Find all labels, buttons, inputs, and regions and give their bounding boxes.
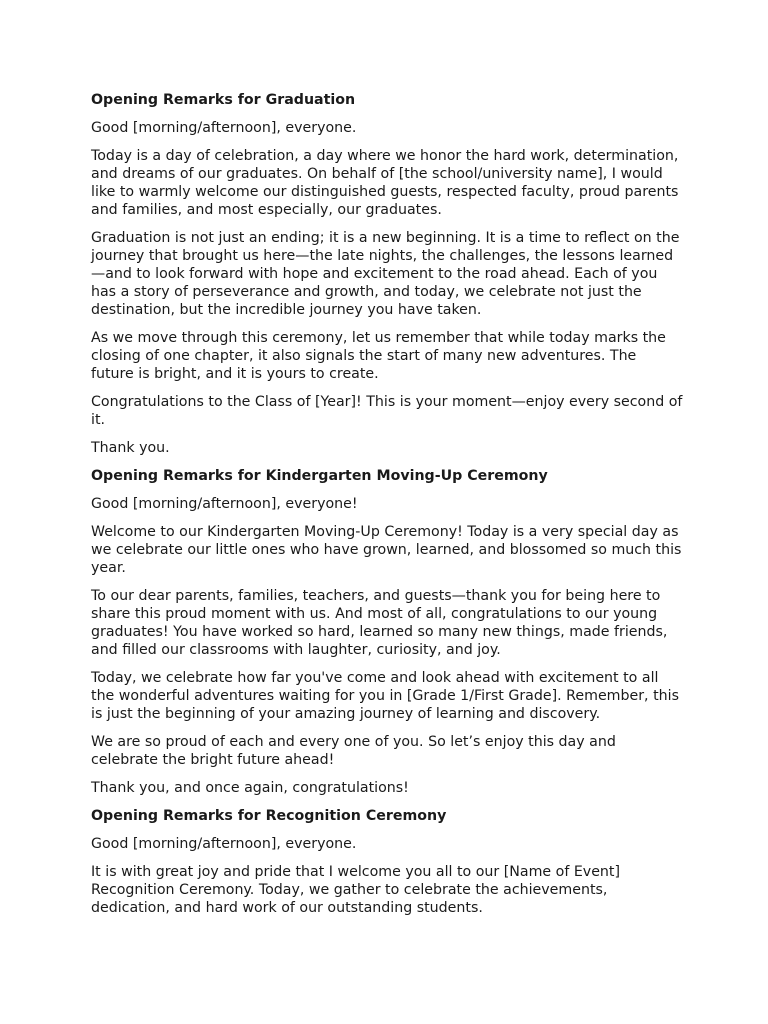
paragraph: Today, we celebrate how far you've come and look ahead with excitement to all the wonderful adventures waiting for you in [Grade 1/First Grade]. Remember, this is just the beginning of your amazing journey of learning and discovery. bbox=[91, 670, 679, 722]
paragraph: Congratulations to the Class of [Year]! This is your moment—enjoy every second of it. bbox=[91, 394, 683, 428]
paragraph: Graduation is not just an ending; it is a new beginning. It is a time to reflect on the journey that brought us here—the late nights, the challenges, the lessons learned—and to look forward with hope and excitement to the road ahead. Each of you has a story of perseverance and growth, and today, we celebrate not just the destination, but the incredible journey you have taken. bbox=[91, 230, 680, 318]
paragraph: It is with great joy and pride that I welcome you all to our [Name of Event] Recognition Ceremony. Today, we gather to celebrate the achievements, dedication, and hard work of our outstanding students. bbox=[91, 864, 621, 916]
section-heading-graduation: Opening Remarks for Graduation bbox=[91, 92, 356, 108]
paragraph: Welcome to our Kindergarten Moving-Up Ceremony! Today is a very special day as we celebrate our little ones who have grown, learned, and blossomed so much this year. bbox=[91, 524, 682, 576]
section-heading-recognition: Opening Remarks for Recognition Ceremony bbox=[91, 808, 447, 824]
paragraph: To our dear parents, families, teachers, and guests—thank you for being here to share this proud moment with us. And most of all, congratulations to our young graduates! You have worked so hard, learned so many new things, made friends, and filled our classrooms with laughter, curiosity, and joy. bbox=[91, 588, 668, 658]
paragraph: As we move through this ceremony, let us remember that while today marks the closing of one chapter, it also signals the start of many new adventures. The future is bright, and it is yours to create. bbox=[91, 330, 666, 382]
paragraph: We are so proud of each and every one of you. So let’s enjoy this day and celebrate the bright future ahead! bbox=[91, 734, 616, 768]
paragraph: Good [morning/afternoon], everyone. bbox=[91, 120, 357, 136]
paragraph: Thank you, and once again, congratulations! bbox=[91, 780, 409, 796]
document-body bbox=[91, 91, 683, 927]
paragraph: Good [morning/afternoon], everyone! bbox=[91, 496, 358, 512]
paragraph: Good [morning/afternoon], everyone. bbox=[91, 836, 357, 852]
paragraph: Today is a day of celebration, a day where we honor the hard work, determination, and dreams of our graduates. On behalf of [the school/university name], I would like to warmly welcome our distinguished guests, respected faculty, proud parents and families, and most especially, our graduates. bbox=[91, 148, 679, 218]
section-heading-kindergarten: Opening Remarks for Kindergarten Moving-Up Ceremony bbox=[91, 468, 548, 484]
paragraph: Thank you. bbox=[91, 440, 170, 456]
